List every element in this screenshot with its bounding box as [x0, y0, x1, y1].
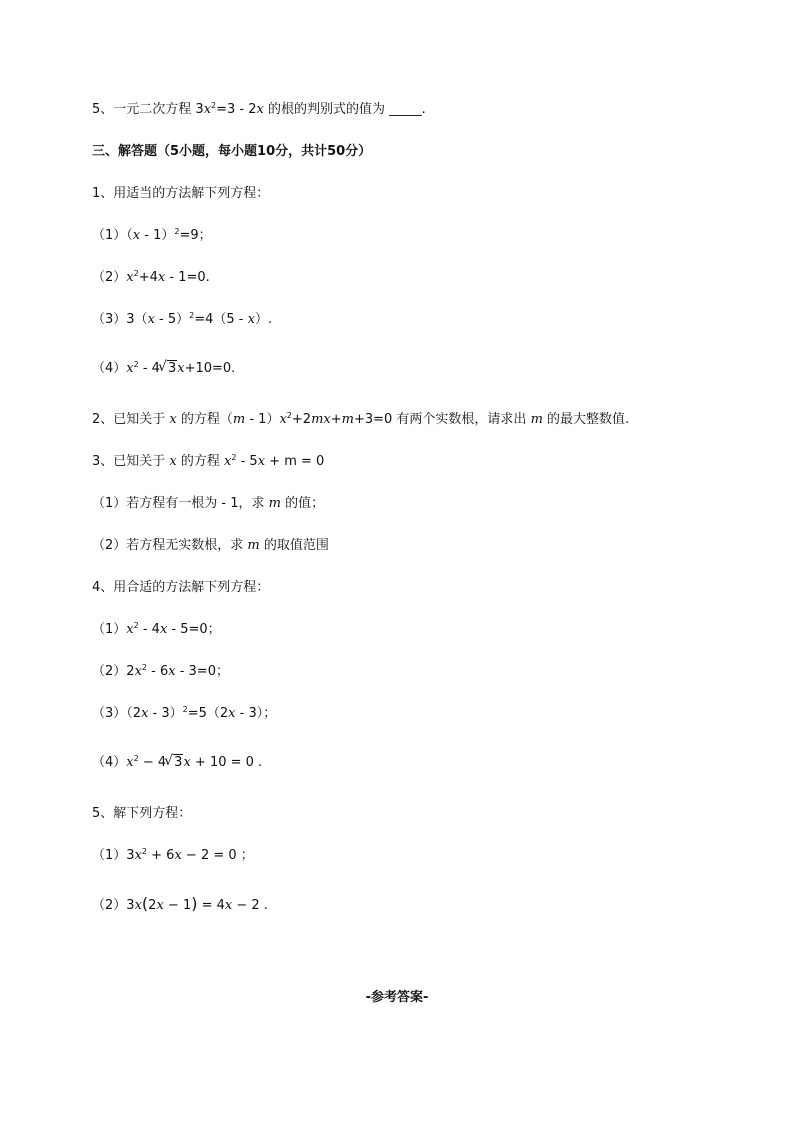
fill-question-5: 5、一元二次方程 $3x^2=3 - 2x$ 的根的判别式的值为 _____. [92, 101, 426, 117]
problem-4-item-2: $(2)2x^2 - 6x - 3=0$； [92, 663, 229, 679]
problem-5-item-2: （2）3x(2x − 1) = 4x − 2 . [92, 894, 268, 913]
problem-1-item-2: $(2)x^2+4x - 1=0$. [92, 269, 210, 285]
problem-3-item-1: （1）若方程有一根为 - 1，求 m 的值； [92, 496, 325, 511]
sqrt-symbol: √ 3 [166, 754, 183, 772]
problem-4-item-3: （3）（2x - 3）$^2$=5（2x - 3）； [92, 705, 277, 721]
problem-5-title: 5、解下列方程： [92, 806, 192, 821]
problem-1-title: 1、用适当的方法解下列方程： [92, 186, 270, 201]
problem-2: 2、已知关于 x 的方程$(m - 1)x^2+2mx+m+3=0$ 有两个实数根，请求出 m 的最大整数值. [92, 411, 630, 427]
problem-1-item-4: $(4)x^2 - 4√$ 3x+10=0. [92, 360, 235, 378]
sqrt-symbol: √ 3 [160, 360, 177, 378]
problem-5-item-1: $(1)3x^2 + 6x - 2 = 0$ ； [92, 847, 254, 863]
problem-3: 3、已知关于 x 的方程 $x^2 - 5x + m = 0$ [92, 453, 325, 469]
problem-4-item-4: $(4)x^2 - 4√$ 3x + 10 = 0 . [92, 754, 262, 772]
problem-4-item-1: $(1)x^2 - 4x - 5=0$； [92, 621, 221, 637]
problem-1-item-1: （1）（x - 1）$^2$=9； [92, 227, 212, 243]
problem-3-item-2: （2）若方程无实数根，求 m 的取值范围 [92, 538, 329, 553]
answers-heading: -参考答案- [365, 990, 429, 1005]
problem-1-item-3: （3）3（x - 5）$^2$=4（5 - x）. [92, 311, 273, 327]
problem-4-title: 4、用合适的方法解下列方程： [92, 580, 270, 595]
section-3-title: 三、解答题（5小题，每小题10分，共计50分） [92, 144, 372, 159]
